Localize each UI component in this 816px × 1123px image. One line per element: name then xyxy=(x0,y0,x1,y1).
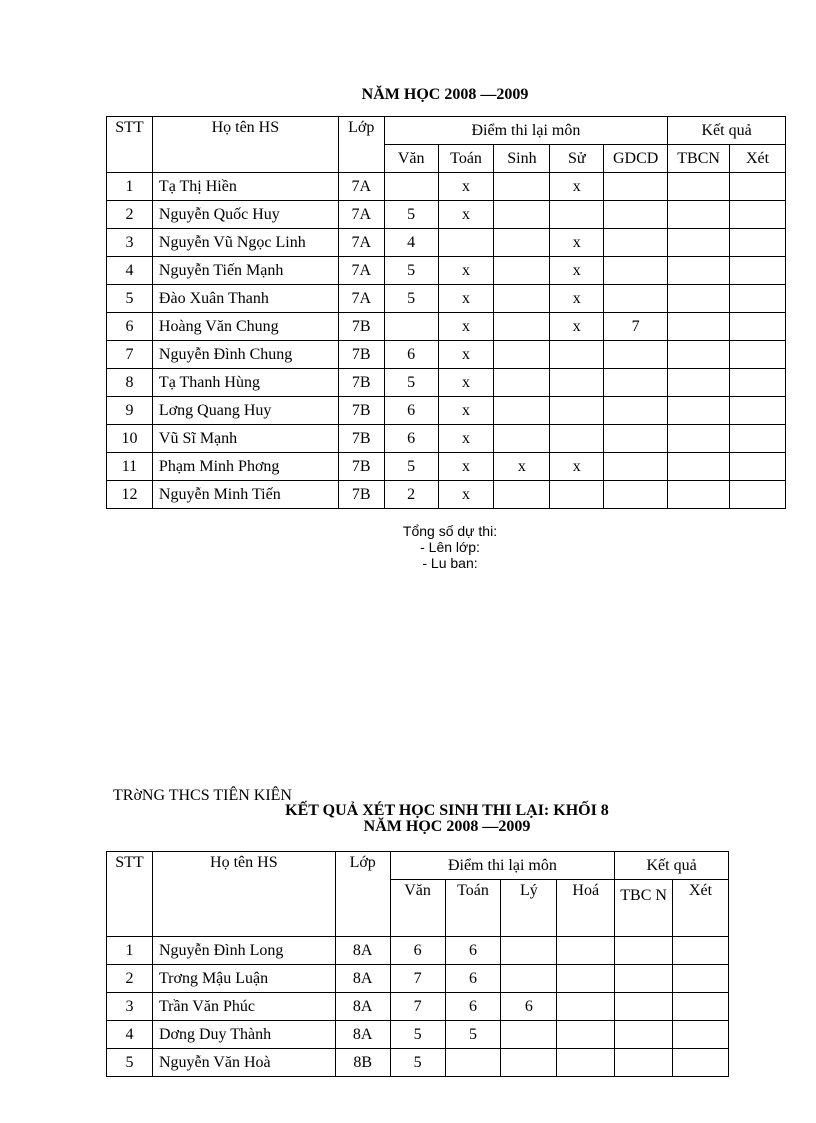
grade-cell: 5 xyxy=(384,257,438,285)
grade-cell xyxy=(668,257,730,285)
grade-cell: 6 xyxy=(445,937,501,965)
class-cell: 7A xyxy=(338,201,384,229)
header-result-col: TBCN xyxy=(668,145,730,173)
grade-cell: x xyxy=(550,453,604,481)
student-name: Dơng Duy Thành xyxy=(152,1021,335,1049)
section2-year-title: NĂM HỌC 2008 —2009 xyxy=(363,818,531,835)
summary-total: Tổng số dự thi: xyxy=(402,523,498,539)
grade-cell xyxy=(494,229,550,257)
grade-cell xyxy=(668,453,730,481)
grade-cell: 5 xyxy=(384,285,438,313)
grade-cell xyxy=(730,341,786,369)
student-name: Nguyễn Đình Chung xyxy=(152,341,338,369)
grade-cell: 6 xyxy=(501,993,557,1021)
summary-retained: - Lu ban: xyxy=(422,555,478,571)
grade8-retake-table xyxy=(106,851,729,1077)
class-cell: 7B xyxy=(338,453,384,481)
student-name: Trơng Mậu Luận xyxy=(152,965,335,993)
row-number: 5 xyxy=(107,285,153,313)
grade-cell xyxy=(730,285,786,313)
grade-cell xyxy=(494,481,550,509)
class-cell: 7B xyxy=(338,369,384,397)
row-number: 12 xyxy=(107,481,153,509)
grade8-rows xyxy=(107,937,729,1077)
student-name: Nguyễn Quốc Huy xyxy=(152,201,338,229)
grade-cell: x xyxy=(550,257,604,285)
grade-cell: x xyxy=(438,481,494,509)
grade-cell xyxy=(494,341,550,369)
grade-cell xyxy=(494,201,550,229)
class-cell: 7B xyxy=(338,341,384,369)
grade-cell xyxy=(730,425,786,453)
class-cell: 7A xyxy=(338,173,384,201)
table-row xyxy=(107,1049,729,1077)
row-number: 5 xyxy=(107,1049,153,1077)
table-row xyxy=(107,341,786,369)
grade-cell: x xyxy=(438,285,494,313)
row-number: 1 xyxy=(107,937,153,965)
header-subject: GDCD xyxy=(604,145,668,173)
grade-cell: x xyxy=(550,173,604,201)
grade-cell: 4 xyxy=(384,229,438,257)
grade-cell xyxy=(557,1049,615,1077)
grade-cell xyxy=(673,965,729,993)
grade-cell xyxy=(604,453,668,481)
class-cell: 8A xyxy=(335,1021,390,1049)
class-cell: 7B xyxy=(338,313,384,341)
summary-promoted: - Lên lớp: xyxy=(420,539,480,555)
grade-cell: 6 xyxy=(445,965,501,993)
student-name: Hoàng Văn Chung xyxy=(152,313,338,341)
header-scores: Điểm thi lại môn xyxy=(390,852,615,880)
grade-cell xyxy=(501,937,557,965)
grade-cell xyxy=(550,481,604,509)
grade-cell: x xyxy=(438,201,494,229)
header-subject: Sinh xyxy=(494,145,550,173)
grade-cell xyxy=(550,201,604,229)
grade-cell xyxy=(550,341,604,369)
table-row xyxy=(107,201,786,229)
grade-cell xyxy=(668,229,730,257)
grade-cell xyxy=(384,313,438,341)
table-row xyxy=(107,1021,729,1049)
table-row xyxy=(107,173,786,201)
grade-cell xyxy=(494,173,550,201)
header-subject: Lý xyxy=(501,880,557,937)
grade-cell: 6 xyxy=(445,993,501,1021)
grade-cell xyxy=(615,937,673,965)
grade-cell xyxy=(494,285,550,313)
grade-cell: x xyxy=(550,285,604,313)
grade7-retake-table xyxy=(106,116,786,509)
student-name: Nguyễn Văn Hoà xyxy=(152,1049,335,1077)
grade-cell: 5 xyxy=(390,1021,445,1049)
header-result-col: Xét xyxy=(730,145,786,173)
grade-cell: 6 xyxy=(384,341,438,369)
header-result: Kết quả xyxy=(668,117,786,145)
section2-title: KẾT QUẢ XÉT HỌC SINH THI LẠI: KHỐI 8 xyxy=(285,802,609,819)
header-result: Kết quả xyxy=(615,852,729,880)
grade-cell: 5 xyxy=(390,1049,445,1077)
grade-cell: x xyxy=(438,453,494,481)
grade-cell xyxy=(604,229,668,257)
grade-cell: x xyxy=(438,257,494,285)
grade-cell: 5 xyxy=(384,369,438,397)
grade-cell xyxy=(604,285,668,313)
row-number: 1 xyxy=(107,173,153,201)
table-row xyxy=(107,937,729,965)
grade-cell: x xyxy=(438,425,494,453)
header-subject: Toán xyxy=(445,880,501,937)
class-cell: 7A xyxy=(338,285,384,313)
grade-cell xyxy=(557,965,615,993)
header-subject: Hoá xyxy=(557,880,615,937)
grade-cell xyxy=(730,397,786,425)
grade-cell: 6 xyxy=(390,937,445,965)
grade-cell xyxy=(730,453,786,481)
grade-cell xyxy=(557,937,615,965)
grade-cell xyxy=(673,993,729,1021)
grade-cell xyxy=(604,173,668,201)
table-row xyxy=(107,257,786,285)
row-number: 6 xyxy=(107,313,153,341)
row-number: 2 xyxy=(107,201,153,229)
grade-cell xyxy=(615,965,673,993)
grade-cell xyxy=(730,173,786,201)
student-name: Nguyễn Minh Tiến xyxy=(152,481,338,509)
summary-block xyxy=(300,523,600,571)
grade-cell xyxy=(494,397,550,425)
header-name: Họ tên HS xyxy=(152,852,335,937)
student-name: Vũ Sĩ Mạnh xyxy=(152,425,338,453)
grade-cell xyxy=(550,425,604,453)
grade7-rows xyxy=(107,173,786,509)
grade-cell: 6 xyxy=(384,397,438,425)
grade-cell xyxy=(730,481,786,509)
grade-cell xyxy=(445,1049,501,1077)
student-name: Lơng Quang Huy xyxy=(152,397,338,425)
grade-cell: 7 xyxy=(604,313,668,341)
grade-cell xyxy=(730,229,786,257)
grade-cell: x xyxy=(550,313,604,341)
student-name: Trần Văn Phúc xyxy=(152,993,335,1021)
class-cell: 8A xyxy=(335,993,390,1021)
grade-cell xyxy=(494,313,550,341)
header-stt: STT xyxy=(107,117,153,173)
student-name: Tạ Thanh Hùng xyxy=(152,369,338,397)
header-name: Họ tên HS xyxy=(152,117,338,173)
header-stt: STT xyxy=(107,852,153,937)
header-result-col: Xét xyxy=(673,880,729,937)
student-name: Tạ Thị Hiền xyxy=(152,173,338,201)
grade-cell xyxy=(668,313,730,341)
grade-cell xyxy=(668,341,730,369)
grade-cell xyxy=(730,369,786,397)
grade-cell xyxy=(550,369,604,397)
table-row xyxy=(107,229,786,257)
grade-cell xyxy=(604,397,668,425)
grade-cell xyxy=(668,201,730,229)
student-name: Đào Xuân Thanh xyxy=(152,285,338,313)
grade-cell: 6 xyxy=(384,425,438,453)
grade-cell xyxy=(604,341,668,369)
grade-cell xyxy=(668,369,730,397)
grade-cell xyxy=(615,1021,673,1049)
grade-cell xyxy=(668,425,730,453)
row-number: 7 xyxy=(107,341,153,369)
grade-cell: 2 xyxy=(384,481,438,509)
grade-cell xyxy=(501,965,557,993)
grade-cell xyxy=(604,201,668,229)
grade-cell xyxy=(550,397,604,425)
class-cell: 7B xyxy=(338,425,384,453)
header-subject: Văn xyxy=(384,145,438,173)
student-name: Nguyễn Đình Long xyxy=(152,937,335,965)
grade-cell: x xyxy=(438,341,494,369)
grade-cell xyxy=(730,257,786,285)
header-subject: Toán xyxy=(438,145,494,173)
grade-cell xyxy=(501,1049,557,1077)
grade-cell xyxy=(673,937,729,965)
class-cell: 8B xyxy=(335,1049,390,1077)
row-number: 4 xyxy=(107,1021,153,1049)
header-subject: Văn xyxy=(390,880,445,937)
grade-cell xyxy=(668,173,730,201)
header-class: Lớp xyxy=(335,852,390,937)
grade-cell: 5 xyxy=(384,201,438,229)
grade-cell: x xyxy=(550,229,604,257)
table-row xyxy=(107,313,786,341)
grade-cell xyxy=(438,229,494,257)
grade-cell xyxy=(673,1049,729,1077)
row-number: 4 xyxy=(107,257,153,285)
grade-cell xyxy=(501,1021,557,1049)
table-row xyxy=(107,993,729,1021)
table-row xyxy=(107,397,786,425)
grade-cell xyxy=(557,1021,615,1049)
header-result-col: TBC N xyxy=(615,880,673,937)
row-number: 11 xyxy=(107,453,153,481)
table-row xyxy=(107,369,786,397)
student-name: Nguyễn Vũ Ngọc Linh xyxy=(152,229,338,257)
grade-cell xyxy=(730,201,786,229)
table-row xyxy=(107,453,786,481)
grade-cell xyxy=(604,425,668,453)
grade-cell: x xyxy=(438,313,494,341)
grade-cell: 7 xyxy=(390,993,445,1021)
row-number: 3 xyxy=(107,229,153,257)
table-row xyxy=(107,965,729,993)
grade-cell xyxy=(557,993,615,1021)
grade-cell: x xyxy=(438,397,494,425)
grade-cell xyxy=(730,313,786,341)
grade-cell xyxy=(604,481,668,509)
table-row xyxy=(107,481,786,509)
grade-cell xyxy=(615,993,673,1021)
grade-cell xyxy=(604,369,668,397)
grade-cell xyxy=(494,257,550,285)
table-row xyxy=(107,285,786,313)
school-name: TRờNG THCS TIÊN KIÊN xyxy=(113,787,292,804)
class-cell: 7B xyxy=(338,397,384,425)
grade-cell xyxy=(615,1049,673,1077)
grade-cell xyxy=(668,285,730,313)
grade-cell xyxy=(673,1021,729,1049)
grade-cell xyxy=(604,257,668,285)
row-number: 3 xyxy=(107,993,153,1021)
header-class: Lớp xyxy=(338,117,384,173)
grade-cell xyxy=(494,369,550,397)
header-subject: Sử xyxy=(550,145,604,173)
class-cell: 8A xyxy=(335,937,390,965)
grade-cell: x xyxy=(494,453,550,481)
student-name: Nguyễn Tiến Mạnh xyxy=(152,257,338,285)
grade-cell: 5 xyxy=(445,1021,501,1049)
student-name: Phạm Minh Phơng xyxy=(152,453,338,481)
class-cell: 7A xyxy=(338,229,384,257)
grade-cell: 7 xyxy=(390,965,445,993)
class-cell: 7A xyxy=(338,257,384,285)
grade-cell xyxy=(384,173,438,201)
row-number: 2 xyxy=(107,965,153,993)
row-number: 8 xyxy=(107,369,153,397)
row-number: 10 xyxy=(107,425,153,453)
class-cell: 8A xyxy=(335,965,390,993)
class-cell: 7B xyxy=(338,481,384,509)
grade-cell xyxy=(668,481,730,509)
grade-cell: x xyxy=(438,369,494,397)
grade-cell: x xyxy=(438,173,494,201)
grade-cell: 5 xyxy=(384,453,438,481)
table-row xyxy=(107,425,786,453)
header-scores: Điểm thi lại môn xyxy=(384,117,667,145)
grade-cell xyxy=(668,397,730,425)
grade-cell xyxy=(494,425,550,453)
section1-year-title: NĂM HỌC 2008 —2009 xyxy=(361,86,529,103)
row-number: 9 xyxy=(107,397,153,425)
